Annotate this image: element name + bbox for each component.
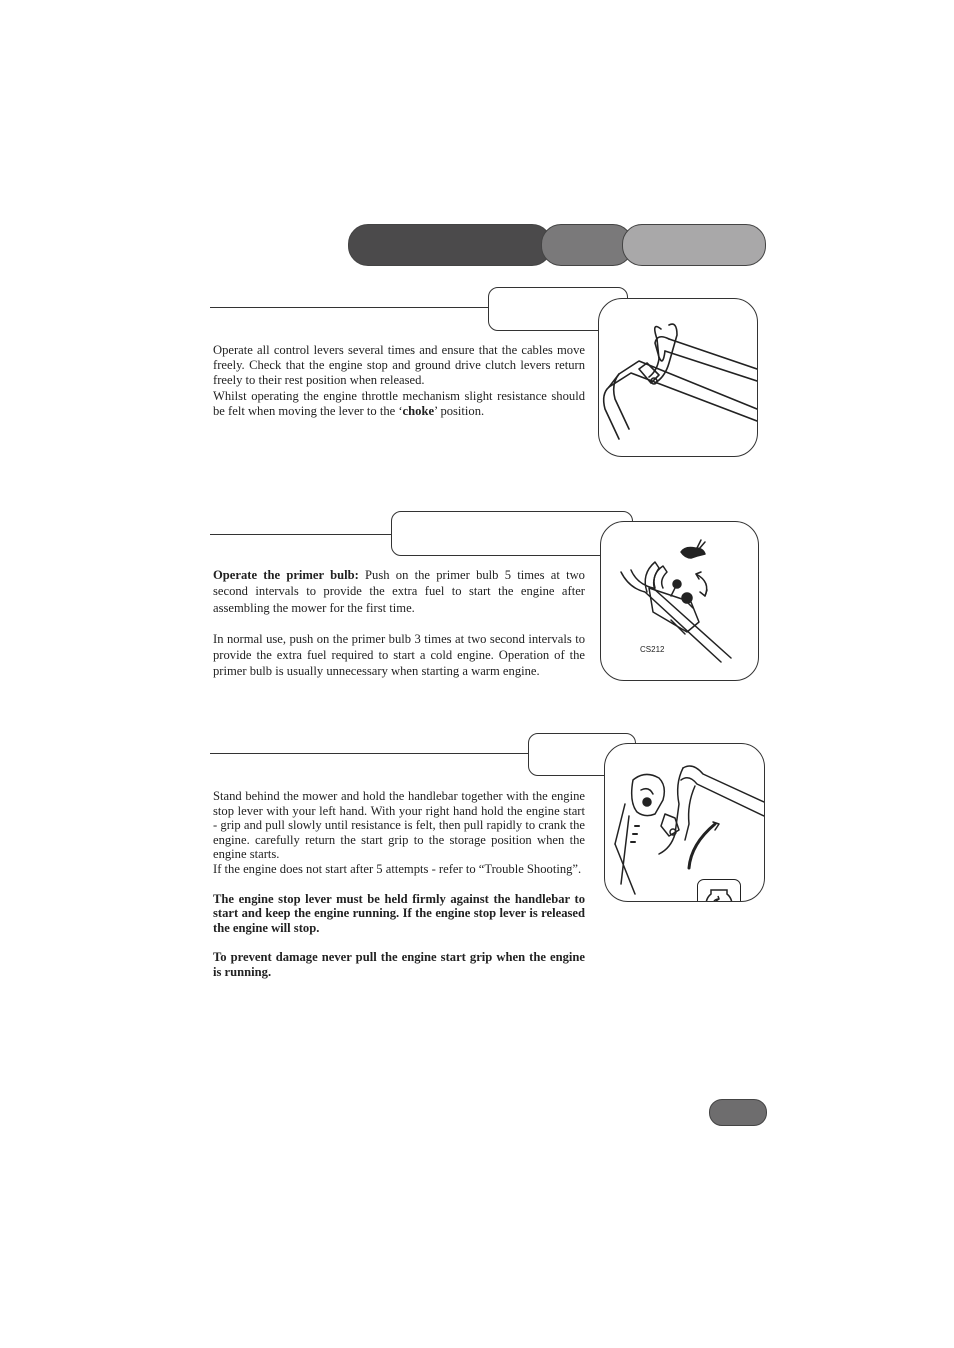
primer-throttle-illustration: [600, 521, 759, 681]
section3-text: [213, 789, 585, 980]
section1-paragraph-1: Operate all control levers several times and ensure that the cables move freely. Check that the engine stop and ground drive clutch levers return freely to their rest position when released.: [213, 343, 585, 388]
section3-paragraph-2: If the engine does not start after 5 attempts - refer to “Trouble Shooting”.: [213, 861, 582, 876]
page-number-badge: [709, 1099, 767, 1126]
section2-paragraph-1: Operate the primer bulb: Push on the primer bulb 5 times at two second intervals to provide the extra fuel to start the engine after assembling the mower for the first time.: [213, 568, 585, 615]
section3-warning-2: To prevent damage never pull the engine start grip when the engine is running.: [213, 950, 585, 979]
handlebar-levers-illustration: [598, 298, 758, 457]
section2-rule: [210, 534, 395, 535]
section3-rule: [210, 753, 530, 754]
section1-text: [213, 343, 585, 419]
figure-caption: CS212: [640, 645, 665, 654]
section1-rule: [210, 307, 500, 308]
header-pill-mid: [541, 224, 633, 266]
header-pill-dark: [348, 224, 552, 266]
section2-heading-tab: [391, 511, 633, 556]
engine-start-illustration: [604, 743, 765, 902]
section2-paragraph-2: In normal use, push on the primer bulb 3 times at two second intervals to provide the extra fuel required to start a cold engine. Operation of the primer bulb is usually unnecessary when starting a warm engine.: [213, 631, 585, 679]
section3-warning-1: The engine stop lever must be held firmly against the handlebar to start and keep the engine running. If the engine stop lever is released the engine will stop.: [213, 891, 585, 935]
header-pill-light: [622, 224, 766, 266]
section2-text: [213, 567, 585, 680]
engine-start-icon: [697, 879, 741, 902]
section1-paragraph-2: Whilst operating the engine throttle mechanism slight resistance should be felt when moving the lever to the ‘choke’ position.: [213, 388, 585, 418]
section3-paragraph-1: Stand behind the mower and hold the handlebar together with the engine stop lever with your left hand. With your right hand hold the engine start - grip and pull slowly until resistance is felt, then pull rapidly to crank the engine. carefully return the start grip to the storage position when the engine starts.: [213, 789, 585, 862]
